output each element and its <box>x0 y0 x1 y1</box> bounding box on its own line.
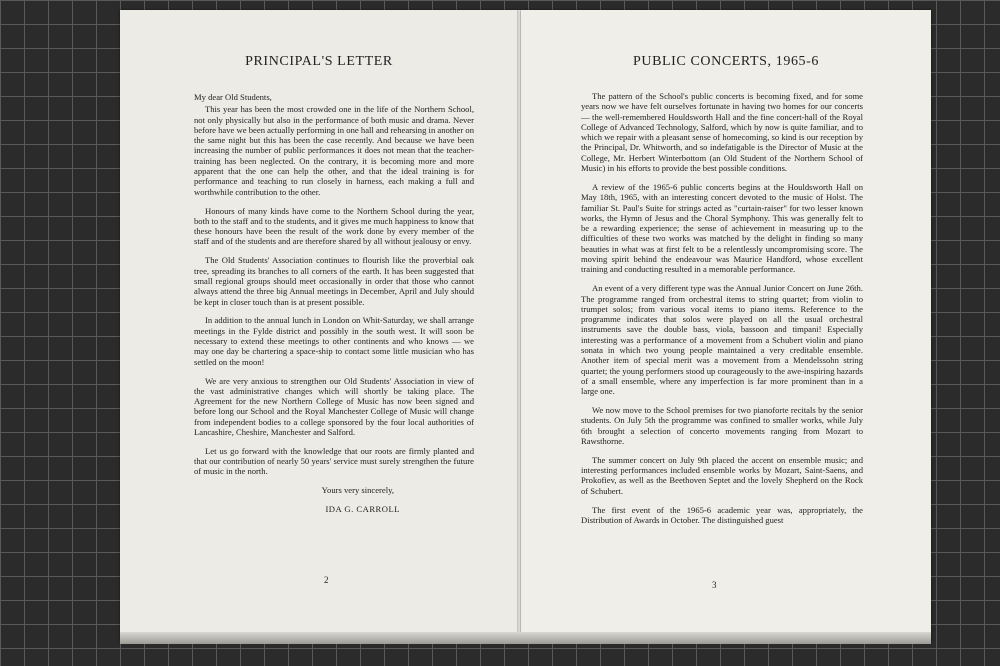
signature: IDA G. CARROLL <box>325 504 400 515</box>
public-concerts-heading: PUBLIC CONCERTS, 1965-6 <box>632 54 820 69</box>
concerts-paragraph: The first event of the 1965-6 academic year was, appropriately, the Distribution of Awards in October. The distinguished guest <box>581 504 863 525</box>
letter-paragraph: Let us go forward with the knowledge that our roots are firmly planted and that our contribution of nearly 50 years' service must surely strengthen the future of music in the north. <box>194 445 474 477</box>
concerts-paragraph: We now move to the School premises for two pianoforte recitals by the senior students. On July 5th the programme was confined to smaller works, while July 6th brought a selection of concerto movements ranging from Mozart to Rawsthorne. <box>581 405 863 446</box>
letter-paragraph: In addition to the annual lunch in London on Whit-Saturday, we shall arrange meetings in the Fylde district and possibly in the south west. It will soon be necessary to extend these meetings to other continents and who knows — we may one day be chartering a space-ship to contact some little musician who has settled on the moon! <box>194 315 474 367</box>
principals-letter-heading: PRINCIPAL'S LETTER <box>245 54 393 69</box>
page-number: 3 <box>712 580 717 590</box>
closing: Yours very sincerely, <box>321 485 394 496</box>
letter-body <box>194 92 474 523</box>
left-page <box>120 10 518 642</box>
concerts-body <box>581 91 863 534</box>
letter-paragraph: This year has been the most crowded one in the life of the Northern School, not only physically but also in the performance of both music and drama. Never before have we been actually performing in one hall and rehearsing in another on the same night but this has been the case recently. And because we have been increasing the number of public performances it does not mean that the teacher-training has been neglected. On the contrary, it is becoming more and more apparent that the one can help the other, and that the ideal training is for performance and teaching to run closely in harness, each making a full and worthwhile contribution to the other. <box>194 104 474 197</box>
letter-paragraph: We are very anxious to strengthen our Old Students' Association in view of the vast administrative changes which will shortly be taking place. The Agreement for the new Northern College of Music has now been signed and before long our School and the Royal Manchester College of Music will change from independent bodies to a college sponsored by the four local authorities of Lancashire, Cheshire, Manchester and Salford. <box>194 375 474 437</box>
page-edge <box>120 632 931 644</box>
concerts-paragraph: An event of a very different type was the Annual Junior Concert on June 26th. The programme ranged from orchestral items to string quartet; from violin to trumpet solos; from various vocal items to piano items. Reference to the programme indicates that solos were played on all the usual orchestral instruments save the double bass, viola, bassoon and timpani! Especially interesting was a performance of a movement from a Schubert violin and piano sonata in which two young people maintained a very creditable ensemble. Another item of special merit was a movement from a Mendelssohn string quartet; the young performers stood up courageously to the awe-inspiring hazards of a small ensemble, where any imperfection is far more prominent than in a large one. <box>581 283 863 397</box>
concerts-paragraph: A review of the 1965-6 public concerts begins at the Houldsworth Hall on May 18th, 1965, with an interesting concert devoted to the music of Holst. The familiar St. Paul's Suite for strings acted as "curtain-raiser" for two lesser known works, the Hymn of Jesus and the Choral Symphony. This was generally felt to be a rewarding experience; the sense of achievement in measuring up to the difficulties of these two works was matched by the delight in finding so many beauties in what was at first felt to be a relentlessly uncompromising score. The moving spirit behind the endeavour was Maurice Handford, whose excellent training and conducting resulted in a memorable performance. <box>581 181 863 275</box>
page-number: 2 <box>324 575 329 585</box>
letter-paragraph: The Old Students' Association continues to flourish like the proverbial oak tree, spreading its branches to all corners of the earth. It has been suggested that small regional groups should meet occasionally in order that those who cannot always attend the three big Annual meetings in December, April and July should be kept in closer touch than is at present possible. <box>194 255 474 307</box>
letter-paragraph: Honours of many kinds have come to the Northern School during the year, both to the staff and to the students, and it gives me much happiness to know that these honours have been the result of the work done by every member of the staff and of the students and are therefore shared by all without jealousy or envy. <box>194 205 474 247</box>
concerts-paragraph: The summer concert on July 9th placed the accent on ensemble music; and interesting performances included ensemble works by Mozart, Saint-Saens, and Prokofiev, as well as the Beethoven Septet and the lovely Shepherd on the Rock of Schubert. <box>581 454 863 496</box>
salutation: My dear Old Students, <box>194 92 272 102</box>
right-page <box>521 10 931 642</box>
concerts-paragraph: The pattern of the School's public concerts is becoming fixed, and for some years now we have felt ourselves fortunate in having two homes for our concerts — the well-remembered Houldsworth Hall and the fine concert-hall of the Royal College of Advanced Technology, Salford, which by now is quite familiar, and to which we repair with a pleasant sense of homecoming, so kind is our reception by the Principal, Dr. Whitworth, and so indefatigable is the Director of Music at the College, Mr. Herbert Winterbottom (an Old Student of the Northern School of Music) in his efforts to provide the best possible conditions. <box>581 91 863 174</box>
